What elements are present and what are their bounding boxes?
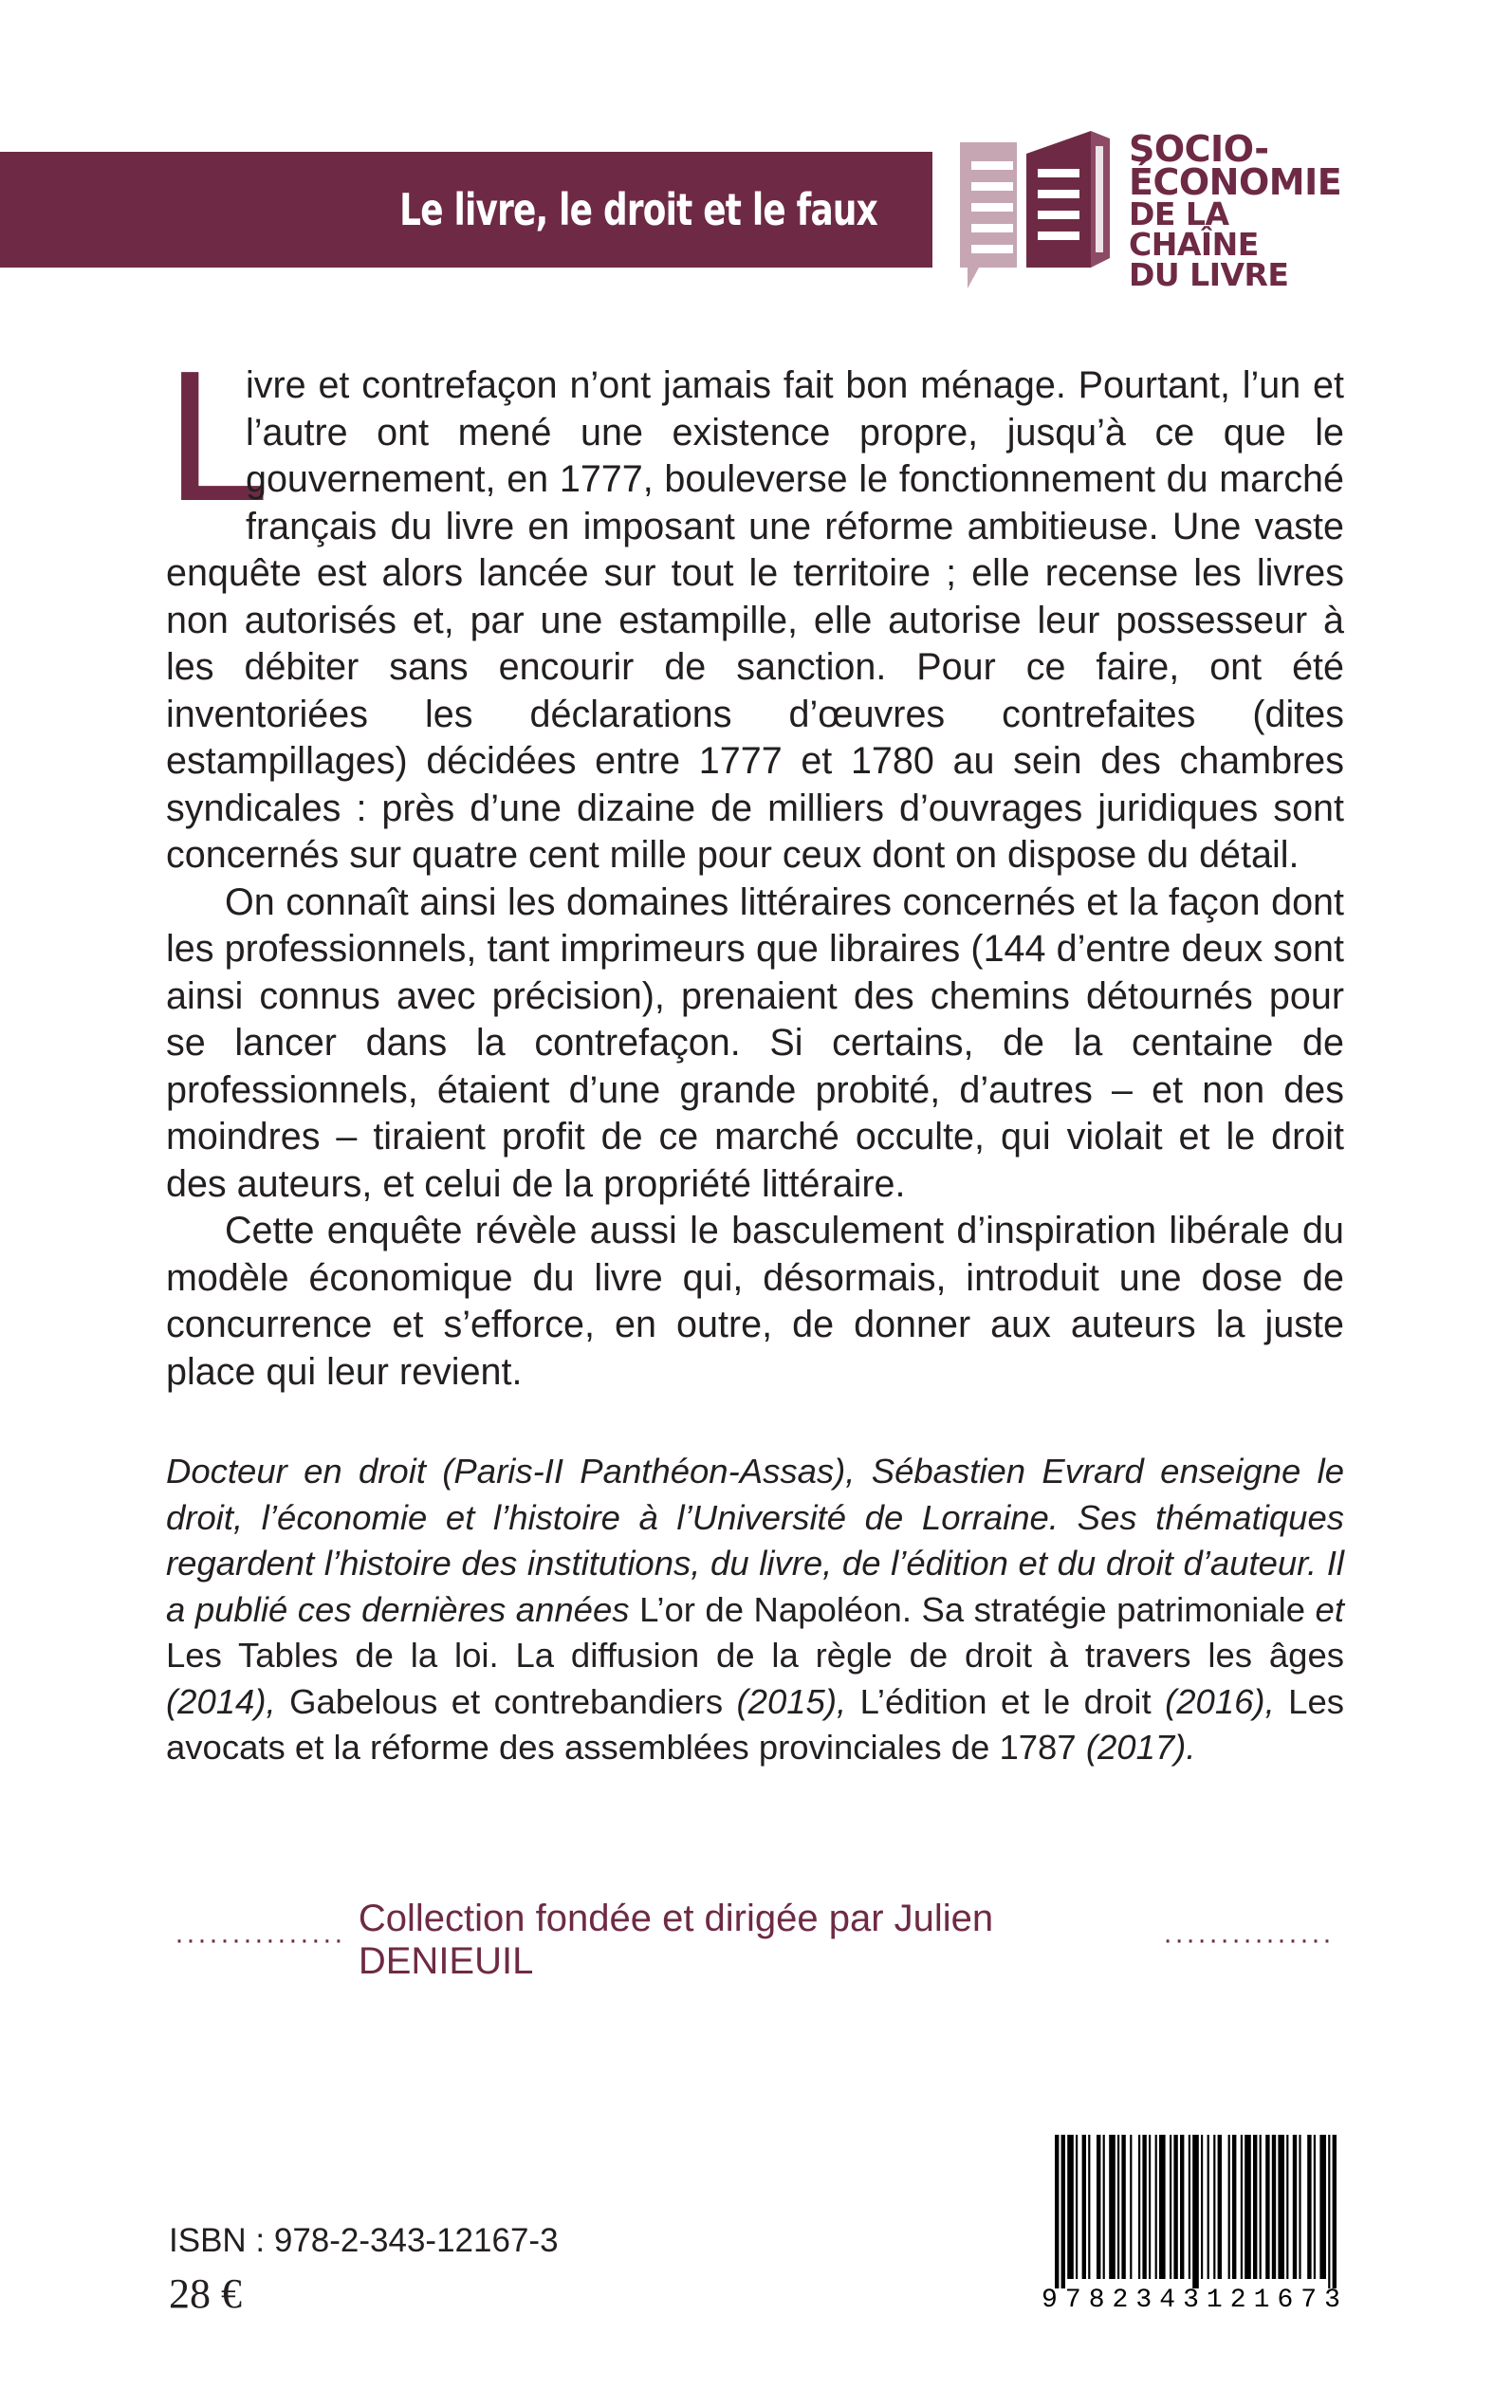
barcode-bar	[1241, 2135, 1243, 2279]
barcode-bar	[1121, 2135, 1125, 2279]
drop-cap: L	[166, 332, 270, 540]
barcode-digit: 8	[1088, 2286, 1105, 2315]
barcode-bar	[1130, 2135, 1132, 2279]
barcode-bar	[1067, 2135, 1074, 2279]
barcode-digit: 9	[1042, 2286, 1058, 2315]
barcode-bar	[1142, 2135, 1146, 2279]
barcode-bar	[1117, 2135, 1119, 2279]
barcode-bar	[1055, 2135, 1059, 2288]
barcode-bar	[1061, 2135, 1065, 2288]
barcode-bar	[1333, 2135, 1337, 2288]
barcode-bar	[1265, 2135, 1269, 2279]
barcode-digit: 7	[1064, 2286, 1081, 2315]
series-line-4: DU LIVRE	[1129, 256, 1289, 293]
year-2014: (2014),	[166, 1681, 290, 1721]
book-ref-3: Gabelous et contrebandiers	[289, 1681, 724, 1721]
barcode-digit: 1	[1206, 2286, 1223, 2315]
price: 28 €	[169, 2270, 242, 2317]
barcode-bar	[1232, 2135, 1236, 2279]
collection-text: Collection fondée et dirigée par Julien DENIEUIL	[358, 1898, 994, 1982]
isbn: ISBN : 978-2-343-12167-3	[169, 2222, 559, 2259]
summary-paragraph-3: Cette enquête révèle aussi le basculement d’inspiration libérale du modèle économique du livre qui, désormais, introduit une dose de concurrence et s’efforce, en outre, de donner aux auteurs la juste place qui leur revient.	[166, 1210, 1344, 1393]
barcode-bar	[1201, 2135, 1203, 2279]
barcode-bar	[1260, 2135, 1262, 2279]
barcode-digit: 4	[1159, 2286, 1176, 2315]
barcode-bar	[1138, 2135, 1140, 2279]
series-line-2: ÉCONOMIE	[1129, 161, 1342, 203]
author-bio	[166, 1449, 1344, 1771]
title-band	[0, 152, 932, 268]
dotted-rule-right: ···············	[1163, 1924, 1334, 1955]
summary-paragraph-2: On connaît ainsi les domaines littéraires concernés et la façon dont les professionnels, tant imprimeurs que libraires (144 d’entre deux sont ainsi connus avec précision), prenaient des chemins détournés pour se lancer dans la contrefaçon. Si certains, de la centaine de professionnels, étaient d’une grande probité, d’autres – et non des moindres – tiraient profit de ce marché occulte, qui violait et le droit des auteurs, et celui de la propriété littéraire.	[166, 880, 1344, 1205]
summary-paragraph-1-text: ivre et contrefaçon n’ont jamais fait bon ménage. Pourtant, l’un et l’autre ont mené une existence propre, jusqu’à ce que le gouvernement, en 1777, bouleverse le fonctionnement du marché français du livre en imposant une réforme ambitieuse. Une vaste enquête est alors lancée sur tout le territoire ; elle recense les livres non autorisés et, par une estampille, elle autorise leur possesseur à les débiter sans encourir de sanction. Pour ce faire, ont été inventoriées les déclarations d’œuvres contrefaites (dites estampillages) décidées entre 1777 et 1780 au sein des chambres syndicales : près d’une dizaine de milliers d’ouvrages juridiques sont concernés sur quatre cent mille pour ceux dont on dispose du détail.	[166, 364, 1344, 876]
summary-paragraph-1	[166, 332, 1344, 880]
series-name	[1129, 128, 1347, 293]
author-bio-text: Docteur en droit (Paris-II Panthéon-Assas), Sébastien Evrard enseigne le droit, l’économie et l’histoire à l’Université de Lorraine. Ses thématiques regardent l’histoire des institutions, du livre, de l’édition et du droit d’auteur. Il a publié ces dernières années	[166, 1452, 1344, 1629]
barcode-digit: 7	[1300, 2286, 1318, 2315]
barcode-bar	[1245, 2135, 1251, 2279]
barcode-bar	[1228, 2135, 1230, 2279]
barcode-bar	[1180, 2135, 1184, 2279]
book-ref-4: L’édition et le droit	[859, 1681, 1152, 1721]
book-speech-bubble-icon	[958, 125, 1119, 296]
barcode-digit: 3	[1135, 2286, 1152, 2315]
barcode-bar	[1155, 2135, 1157, 2279]
barcode-bar	[1109, 2135, 1116, 2279]
barcode-digit: 2	[1112, 2286, 1129, 2315]
year-2016: (2016),	[1151, 1681, 1289, 1721]
barcode-bar	[1088, 2135, 1090, 2279]
barcode-bar	[1272, 2135, 1276, 2279]
barcode-digit: 3	[1324, 2286, 1340, 2315]
series-line-1: SOCIO-	[1129, 128, 1269, 170]
barcode-bar	[1299, 2135, 1300, 2279]
barcode-bar	[1097, 2135, 1100, 2279]
barcode-bar	[1103, 2135, 1105, 2279]
barcode-bar	[1208, 2135, 1209, 2279]
barcode-digit: 2	[1229, 2286, 1246, 2315]
barcode-bar	[1082, 2135, 1086, 2279]
book-summary	[166, 332, 1344, 1396]
book-title: Le livre, le droit et le faux	[399, 184, 877, 235]
barcode-bar	[1173, 2135, 1177, 2279]
book-ref-2: Les Tables de la loi. La diffusion de la règle de droit à travers les âges	[166, 1636, 1344, 1675]
barcode-bar	[1328, 2135, 1330, 2288]
barcode-digit: 6	[1277, 2286, 1294, 2315]
collection-credit	[161, 1898, 1347, 1982]
barcode-bar	[1170, 2135, 1171, 2279]
barcode-bar	[1149, 2135, 1151, 2279]
barcode-bar	[1307, 2135, 1311, 2279]
year-2015: (2015),	[723, 1681, 860, 1721]
barcode-digit: 1	[1253, 2286, 1270, 2315]
author-bio-connector: et	[1305, 1589, 1344, 1629]
barcode-bar	[1076, 2135, 1078, 2279]
barcode-bar	[1218, 2135, 1222, 2279]
series-line-3: DE LA CHAÎNE	[1129, 195, 1259, 263]
barcode-bar	[1286, 2135, 1288, 2279]
barcode-bar	[1213, 2135, 1215, 2279]
barcode-bar	[1253, 2135, 1257, 2279]
barcode-digits	[1042, 2286, 1340, 2315]
barcode-bar	[1192, 2135, 1199, 2288]
dotted-rule-left: ···············	[175, 1924, 345, 1955]
barcode-digit: 3	[1183, 2286, 1199, 2315]
barcode-bar	[1319, 2135, 1326, 2279]
barcode-bar	[1189, 2135, 1190, 2279]
book-ref-5: Les avocats et la réforme des assemblées provinciales de 1787	[166, 1681, 1345, 1767]
year-2017: (2017).	[1076, 1728, 1196, 1767]
book-ref-1: L’or de Napoléon. Sa stratégie patrimoniale	[639, 1589, 1306, 1629]
barcode-bar	[1314, 2135, 1316, 2279]
barcode-bar	[1278, 2135, 1284, 2279]
barcode-bar	[1293, 2135, 1297, 2279]
barcode-bar	[1159, 2135, 1166, 2279]
